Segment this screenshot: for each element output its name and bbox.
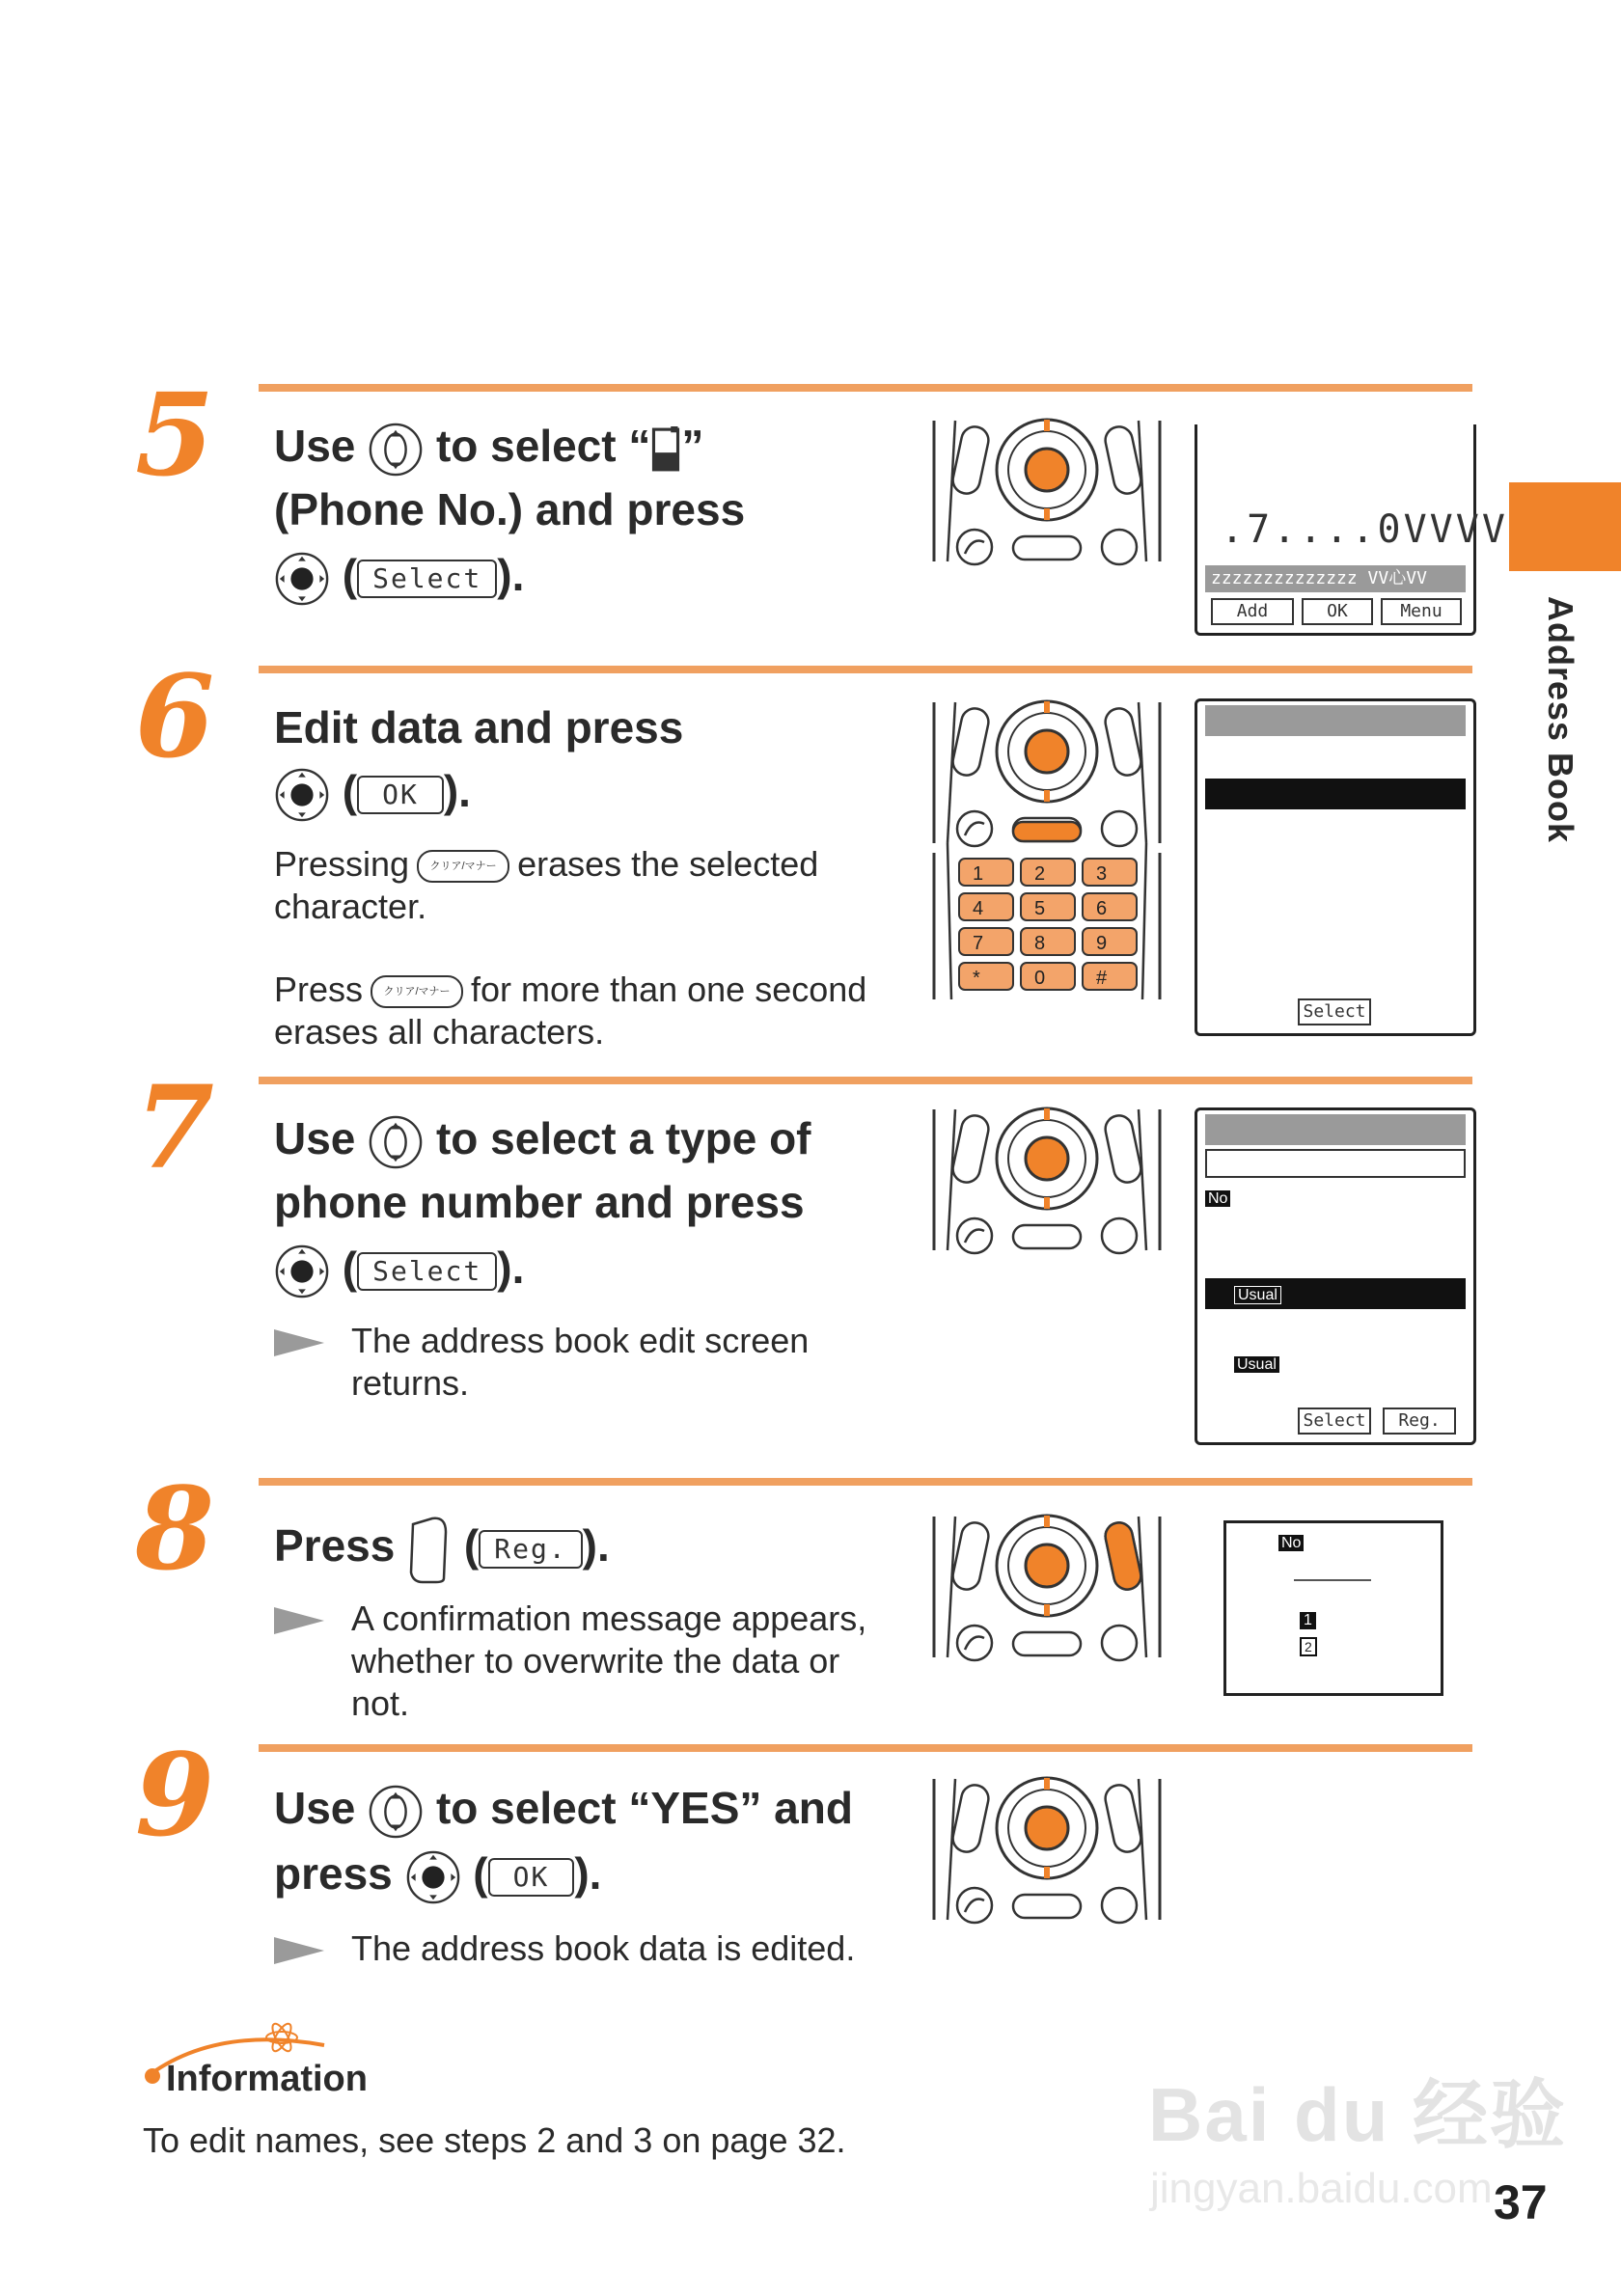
screen-title-bar xyxy=(1205,705,1466,736)
screen-row-selected xyxy=(1205,779,1466,809)
result-arrow-icon xyxy=(274,1937,324,1964)
center-key-icon xyxy=(274,1244,330,1299)
screen-row: Usual xyxy=(1205,1348,1466,1379)
side-softkey-icon xyxy=(407,1515,452,1584)
screen-tab-bar xyxy=(1205,1149,1466,1178)
step-divider xyxy=(259,1478,1472,1486)
watermark-logo: Bai du 经验 xyxy=(1148,2072,1568,2157)
keypad-key xyxy=(1021,928,1075,955)
keypad-key-label: 7 xyxy=(973,933,984,954)
step-instruction-line1: Edit data and press xyxy=(274,702,684,752)
phone-keypad-illustration xyxy=(926,698,1168,1008)
step-result: The address book data is edited. xyxy=(274,1927,892,1970)
screen-row xyxy=(1205,917,1466,948)
center-key-icon xyxy=(405,1849,461,1905)
option-2: 2 xyxy=(1300,1637,1317,1656)
step-instruction-line2: (Phone No.) and press xyxy=(274,484,746,534)
screen-display-text: .7....0VVVV xyxy=(1221,507,1508,552)
step-instruction-line2: press ( OK ). xyxy=(274,1841,601,1906)
step-divider xyxy=(259,1077,1472,1084)
screen-row: No xyxy=(1205,1182,1466,1213)
keypad-key-label: 9 xyxy=(1096,933,1108,954)
softkey-reg: Reg. xyxy=(479,1530,582,1569)
phone-keys-illustration xyxy=(926,1513,1168,1667)
navigation-key-icon xyxy=(368,1114,424,1170)
keypad-key-label: 8 xyxy=(1034,933,1046,954)
keypad-key xyxy=(1083,963,1137,990)
screen-row xyxy=(1205,744,1466,775)
keypad-key xyxy=(1021,963,1075,990)
screen-row xyxy=(1205,1315,1466,1346)
result-arrow-icon xyxy=(274,1329,324,1356)
softkey-select: Select xyxy=(357,1252,497,1291)
screen-status-bar: zzzzzzzzzzzzzz VV心VV xyxy=(1205,565,1466,592)
screen-softkey-add: Add xyxy=(1211,598,1294,625)
step-number: 7 xyxy=(135,1060,215,1194)
phone-screen xyxy=(1195,698,1476,1036)
keypad-key xyxy=(959,963,1013,990)
navigation-key-icon xyxy=(368,422,424,478)
step-divider xyxy=(259,666,1472,673)
screen-row xyxy=(1205,813,1466,844)
step-instruction-line3: ( Select ). xyxy=(274,1235,524,1300)
step-instruction-line1: Use to select “ ” xyxy=(274,413,703,478)
information-heading: Information xyxy=(166,2059,368,2099)
keypad-key-label: 5 xyxy=(1034,898,1046,919)
keypad-key-label: 0 xyxy=(1034,968,1046,989)
screen-softkey-select: Select xyxy=(1298,998,1371,1025)
keypad-key-label: # xyxy=(1096,968,1108,989)
screen-row xyxy=(1205,848,1466,879)
step-number: 6 xyxy=(135,649,215,783)
keypad-key xyxy=(959,928,1013,955)
screen-row xyxy=(1205,1215,1466,1245)
keypad-key xyxy=(1021,893,1075,920)
keypad-key-label: 3 xyxy=(1096,863,1108,885)
softkey-ok: OK xyxy=(488,1858,575,1897)
clear-key-icon: クリア/マナー xyxy=(371,975,463,1008)
keypad-key-label: 6 xyxy=(1096,898,1108,919)
keypad-key xyxy=(959,859,1013,886)
step-number: 9 xyxy=(135,1728,215,1862)
center-key-icon xyxy=(274,551,330,607)
screen-softkey-menu: Menu xyxy=(1381,598,1462,625)
keypad-key xyxy=(1083,928,1137,955)
navigation-key-icon xyxy=(368,1784,424,1840)
page-number: 37 xyxy=(1494,2175,1548,2229)
step-divider xyxy=(259,1744,1472,1752)
clear-key-icon: クリア/マナー xyxy=(417,850,509,883)
phone-number-icon xyxy=(650,426,681,473)
phone-keys-illustration xyxy=(926,417,1168,571)
step-instruction-line1: Press ( Reg. ). xyxy=(274,1513,610,1584)
step-result: A confirmation message appears, whether to overwrite the data or not. xyxy=(274,1598,872,1725)
step-number: 5 xyxy=(135,368,215,502)
keypad-key-label: 4 xyxy=(973,898,984,919)
softkey-ok: OK xyxy=(357,776,444,814)
step-note-1: Pressing クリア/マナー erases the selected character. xyxy=(274,844,819,926)
screen-row xyxy=(1205,1245,1466,1276)
screen-row xyxy=(1205,883,1466,914)
step-instruction-line2: phone number and press xyxy=(274,1177,805,1227)
screen-softkey-select: Select xyxy=(1298,1408,1371,1435)
screen-row-selected: Usual xyxy=(1205,1278,1466,1309)
keypad-key-label: * xyxy=(973,968,980,989)
step-note-2: Press クリア/マナー for more than one second erases all characters. xyxy=(274,970,867,1052)
section-label: Address Book xyxy=(1541,596,1580,844)
screen-title-bar xyxy=(1205,1114,1466,1145)
step-result: The address book edit screen returns. xyxy=(274,1320,872,1405)
keypad-key xyxy=(959,893,1013,920)
phone-keys-illustration xyxy=(926,1775,1168,1929)
watermark-url: jingyan.baidu.com xyxy=(1150,2165,1493,2212)
phone-screen xyxy=(1195,424,1508,636)
phone-screen xyxy=(1195,1107,1476,1445)
softkey-select: Select xyxy=(357,560,497,598)
information-text: To edit names, see steps 2 and 3 on page 32. xyxy=(143,2120,846,2160)
step-instruction-line3: ( Select ). xyxy=(274,542,524,608)
keypad-key-label: 2 xyxy=(1034,863,1046,885)
keypad-key-label: 1 xyxy=(973,863,984,885)
step-instruction-line2: ( OK ). xyxy=(274,758,471,824)
step-divider xyxy=(259,384,1472,392)
step-number: 8 xyxy=(135,1462,215,1596)
step-instruction-line1: Use to select “YES” and xyxy=(274,1775,853,1841)
keypad-key xyxy=(1083,893,1137,920)
keypad-key xyxy=(1083,859,1137,886)
screen-softkey-reg: Reg. xyxy=(1383,1408,1456,1435)
screen-softkey-ok: OK xyxy=(1302,598,1373,625)
section-tab xyxy=(1509,482,1621,571)
step-instruction-line1: Use to select a type of xyxy=(274,1106,811,1171)
option-1: 1 xyxy=(1300,1612,1316,1629)
phone-keys-illustration xyxy=(926,1106,1168,1260)
keypad-key xyxy=(1021,859,1075,886)
confirmation-screen: No 1 2 xyxy=(1223,1520,1443,1696)
result-arrow-icon xyxy=(274,1607,324,1634)
center-key-icon xyxy=(274,767,330,823)
